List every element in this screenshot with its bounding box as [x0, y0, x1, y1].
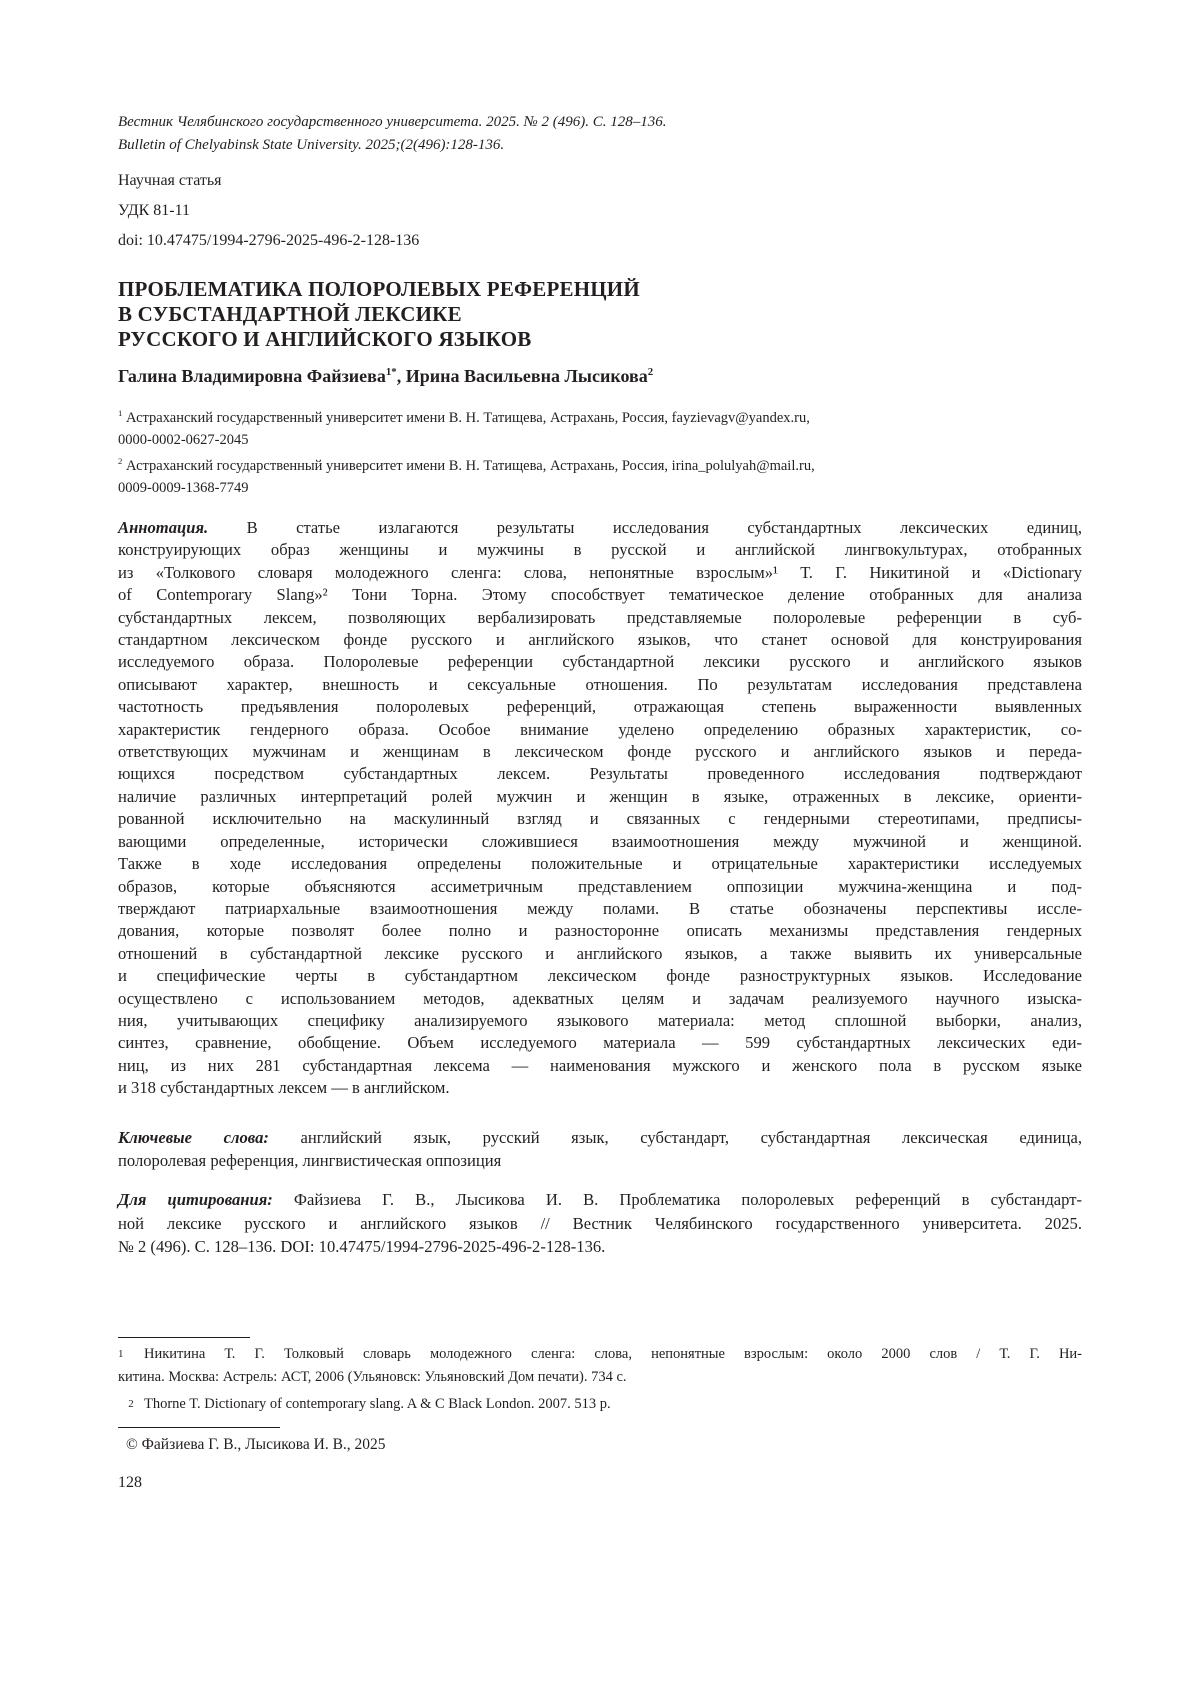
keywords-text: полоролевая референция, лингвистическая оппозиция [118, 1151, 502, 1170]
footnote-number: 2 [128, 1398, 134, 1410]
footnote-text: китина. Москва: Астрель: АСТ, 2006 (Ульяновск: Ульяновский Дом печати). 734 с. [118, 1369, 627, 1385]
citation-text: Файзиева Г. В., Лысикова И. В. Проблематика полоролевых референций в субстандарт- [272, 1190, 1082, 1209]
affiliation [118, 455, 815, 499]
abstract-line: of Contemporary Slang»² Тони Торна. Этому способствует тематическое деление отобранных для анализа [118, 585, 1082, 605]
abstract-line: ющихся посредством субстандартных лексем. Результаты проведенного исследования подтверждают [118, 764, 1082, 784]
abstract-line: дования, которые позволят более полно и разносторонне описать механизмы представления гендерных [118, 921, 1082, 941]
footnote-text: Никитина Т. Г. Толковый словарь молодежного сленга: слова, непонятные взрослым: около 2000 слов / Т. Г. Ни- [144, 1346, 1082, 1362]
abstract-line: Также в ходе исследования определены положительные и отрицательные характеристики исследуемых [118, 854, 1082, 874]
udk-code: УДК 81-11 [118, 202, 191, 219]
abstract-label: Аннотация. [118, 518, 209, 537]
abstract-line: синтез, сравнение, обобщение. Объем исследуемого материала — 599 субстандартных лексических еди- [118, 1033, 1082, 1053]
author-name: Ирина Васильевна Лысикова [405, 366, 648, 386]
footnote-divider [118, 1337, 250, 1338]
affiliation-text: Астраханский государственный университет имени В. Н. Татищева, Астрахань, Россия, fayzievagv@yandex.ru, [125, 410, 810, 426]
abstract-line: субстандартных лексем, позволяющих вербализировать представляемые полоролевые референции в суб- [118, 607, 1082, 627]
copyright: © Файзиева Г. В., Лысикова И. В., 2025 [126, 1436, 386, 1453]
page-number: 128 [118, 1474, 142, 1491]
affiliation-number: 1 [118, 408, 123, 419]
abstract-line: отношений в субстандартной лексике русского и английского языков, а также выявить их универсальные [118, 943, 1082, 963]
abstract-line: тверждают патриархальные взаимоотношения между полами. В статье обозначены перспективы иссле- [118, 898, 1082, 918]
abstract-line: осуществлено с использованием методов, адекватных целям и задачам реализуемого научного изыска- [118, 988, 1082, 1008]
journal-header [118, 111, 667, 157]
orcid: 0000-0002-0627-2045 [118, 432, 249, 448]
abstract-line: исследуемого образа. Полоролевые референции субстандартной лексики русского и английского языков [118, 652, 1082, 672]
citation-label: Для цитирования: [118, 1190, 273, 1209]
abstract-line: наличие различных интерпретаций ролей мужчин и женщин в языке, отраженных в лексике, ориенти- [118, 786, 1082, 806]
title-line: В СУБСТАНДАРТНОЙ ЛЕКСИКЕ [118, 302, 462, 326]
affiliation [118, 407, 810, 451]
journal-citation-en: Bulletin of Chelyabinsk State University. 2025;(2(496):128-136. [118, 137, 505, 153]
abstract-line: рованной исключительно на маскулинный взгляд и связанных с гендерными стереотипами, предписы- [118, 809, 1082, 829]
affiliation-text: Астраханский государственный университет имени В. Н. Татищева, Астрахань, Россия, irina_polulyah@mail.ru, [125, 458, 815, 474]
footnote [118, 1393, 611, 1416]
journal-citation-ru: Вестник Челябинского государственного университета. 2025. № 2 (496). С. 128–136. [118, 114, 667, 130]
author-separator: , [396, 366, 406, 386]
footnote-text: Thorne T. Dictionary of contemporary slang. A & C Black London. 2007. 513 p. [144, 1396, 611, 1412]
article-type: Научная статья [118, 172, 222, 189]
orcid: 0009-0009-1368-7749 [118, 480, 249, 496]
citation [118, 1188, 1082, 1259]
keywords-text: английский язык, русский язык, субстандарт, субстандартная лексическая единица, [268, 1128, 1083, 1147]
article-title [118, 277, 640, 352]
abstract [118, 517, 1082, 1100]
abstract-line: ниц, из них 281 субстандартная лексема — наименования мужского и женского пола в русском языке [118, 1055, 1082, 1075]
abstract-text: В статье излагаются результаты исследования субстандартных лексических единиц, [208, 518, 1082, 537]
abstract-line: вающими определенные, исторически сложившиеся взаимоотношения между мужчиной и женщиной. [118, 831, 1082, 851]
abstract-line: описывают характер, внешность и сексуальные отношения. По результатам исследования представлена [118, 674, 1082, 694]
abstract-line: стандартном лексическом фонде русского и английского языков, что станет основой для конструирования [118, 630, 1082, 650]
keywords-label: Ключевые слова: [118, 1128, 269, 1147]
abstract-line: ответствующих мужчинам и женщинам в лексическом фонде русского и английского языков и переда- [118, 742, 1082, 762]
affiliation-number: 2 [118, 456, 123, 467]
abstract-line: частотность предъявления полоролевых референций, отражающая степень выраженности выявленных [118, 697, 1082, 717]
author-affiliation-mark: 2 [647, 366, 654, 378]
author-affiliation-mark: 1* [385, 366, 397, 378]
abstract-line: из «Толкового словаря молодежного сленга: слова, непонятные взрослым»¹ Т. Г. Никитиной и «Dictionary [118, 562, 1082, 582]
keywords [118, 1126, 1082, 1172]
title-line: РУССКОГО И АНГЛИЙСКОГО ЯЗЫКОВ [118, 327, 532, 351]
authors [118, 366, 653, 387]
copyright-divider [118, 1427, 280, 1428]
abstract-line: ния, учитывающих специфику анализируемого языкового материала: метод сплошной выборки, анализ, [118, 1010, 1082, 1030]
author-name: Галина Владимировна Файзиева [118, 366, 386, 386]
footnote [118, 1343, 1082, 1389]
abstract-line: и специфические черты в субстандартном лексическом фонде разноструктурных языков. Исследование [118, 966, 1082, 986]
footnote-number: 1 [118, 1348, 124, 1360]
abstract-line [118, 517, 1082, 539]
doi: doi: 10.47475/1994-2796-2025-496-2-128-136 [118, 232, 420, 249]
citation-text: № 2 (496). С. 128–136. DOI: 10.47475/1994-2796-2025-496-2-128-136. [118, 1237, 606, 1256]
citation-text: ной лексике русского и английского языков // Вестник Челябинского государственного университета. 2025. [118, 1213, 1082, 1233]
abstract-line: и 318 субстандартных лексем — в английском. [118, 1078, 450, 1098]
abstract-line: характеристик гендерного образа. Особое внимание уделено определению образных характеристик, со- [118, 719, 1082, 739]
abstract-line: конструирующих образ женщины и мужчины в русской и английской лингвокультурах, отобранных [118, 540, 1082, 560]
title-line: ПРОБЛЕМАТИКА ПОЛОРОЛЕВЫХ РЕФЕРЕНЦИЙ [118, 277, 640, 301]
abstract-line: образов, которые объясняются ассиметричным представлением оппозиции мужчина-женщина и под- [118, 876, 1082, 896]
